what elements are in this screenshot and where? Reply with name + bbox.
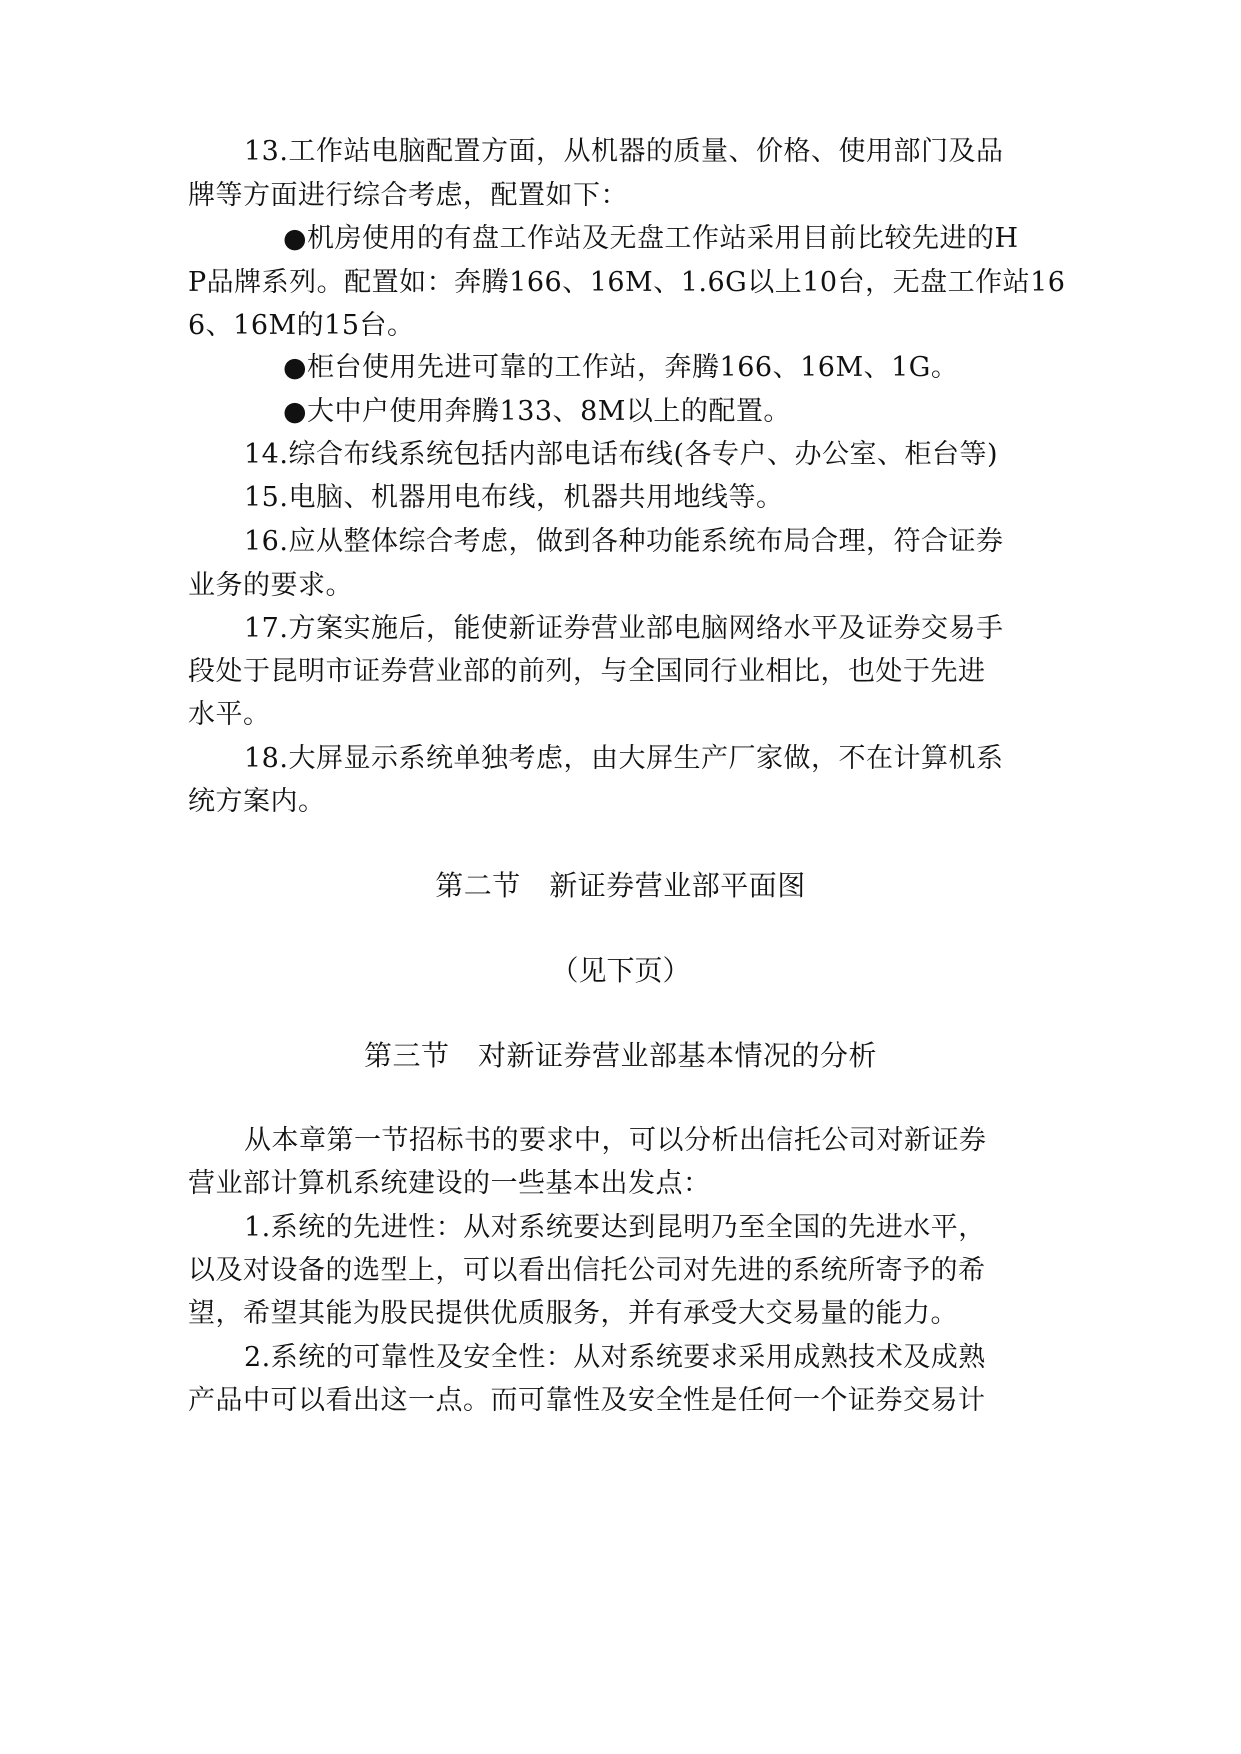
item-15: 15.电脑、机器用电布线，机器共用地线等。 bbox=[244, 482, 784, 513]
point-2-line-2: 产品中可以看出这一点。而可靠性及安全性是任何一个证券交易计 bbox=[188, 1385, 986, 1416]
bullet-1-line-1: ●机房使用的有盘工作站及无盘工作站采用目前比较先进的H bbox=[283, 223, 1019, 254]
section-2-heading: 第二节 新证券营业部平面图 bbox=[435, 869, 806, 902]
item-14: 14.综合布线系统包括内部电话布线(各专户、办公室、柜台等) bbox=[244, 439, 999, 470]
section-3-intro-line-2: 营业部计算机系统建设的一些基本出发点： bbox=[188, 1168, 711, 1199]
item-16-line-1: 16.应从整体综合考虑，做到各种功能系统布局合理，符合证券 bbox=[244, 526, 1004, 557]
item-17-line-2: 段处于昆明市证券营业部的前列，与全国同行业相比，也处于先进 bbox=[188, 656, 986, 687]
bullet-1-line-2: P品牌系列。配置如：奔腾166、16M、1.6G以上10台，无盘工作站16 bbox=[188, 267, 1066, 298]
bullet-3: ●大中户使用奔腾133、8M以上的配置。 bbox=[283, 396, 791, 427]
item-13-line-1: 13.工作站电脑配置方面，从机器的质量、价格、使用部门及品 bbox=[244, 136, 1004, 167]
section-2-see-next-page: （见下页） bbox=[550, 954, 691, 987]
section-3-heading: 第三节 对新证券营业部基本情况的分析 bbox=[363, 1039, 877, 1072]
point-2-line-1: 2.系统的可靠性及安全性：从对系统要求采用成熟技术及成熟 bbox=[244, 1342, 986, 1373]
item-18-line-2: 统方案内。 bbox=[188, 786, 326, 817]
item-18-line-1: 18.大屏显示系统单独考虑，由大屏生产厂家做，不在计算机系 bbox=[244, 743, 1004, 774]
point-1-line-1: 1.系统的先进性：从对系统要达到昆明乃至全国的先进水平， bbox=[244, 1212, 986, 1243]
bullet-2: ●柜台使用先进可靠的工作站，奔腾166、16M、1G。 bbox=[283, 352, 959, 383]
section-3-intro-line-1: 从本章第一节招标书的要求中，可以分析出信托公司对新证券 bbox=[244, 1125, 987, 1156]
point-1-line-3: 望，希望其能为股民提供优质服务，并有承受大交易量的能力。 bbox=[188, 1298, 958, 1329]
item-17-line-1: 17.方案实施后，能使新证券营业部电脑网络水平及证券交易手 bbox=[244, 613, 1004, 644]
item-13-line-2: 牌等方面进行综合考虑，配置如下： bbox=[188, 180, 628, 211]
item-17-line-3: 水平。 bbox=[188, 699, 271, 730]
point-1-line-2: 以及对设备的选型上，可以看出信托公司对先进的系统所寄予的希 bbox=[188, 1255, 986, 1286]
item-16-line-2: 业务的要求。 bbox=[188, 570, 353, 601]
bullet-1-line-3: 6、16M的15台。 bbox=[188, 310, 415, 341]
